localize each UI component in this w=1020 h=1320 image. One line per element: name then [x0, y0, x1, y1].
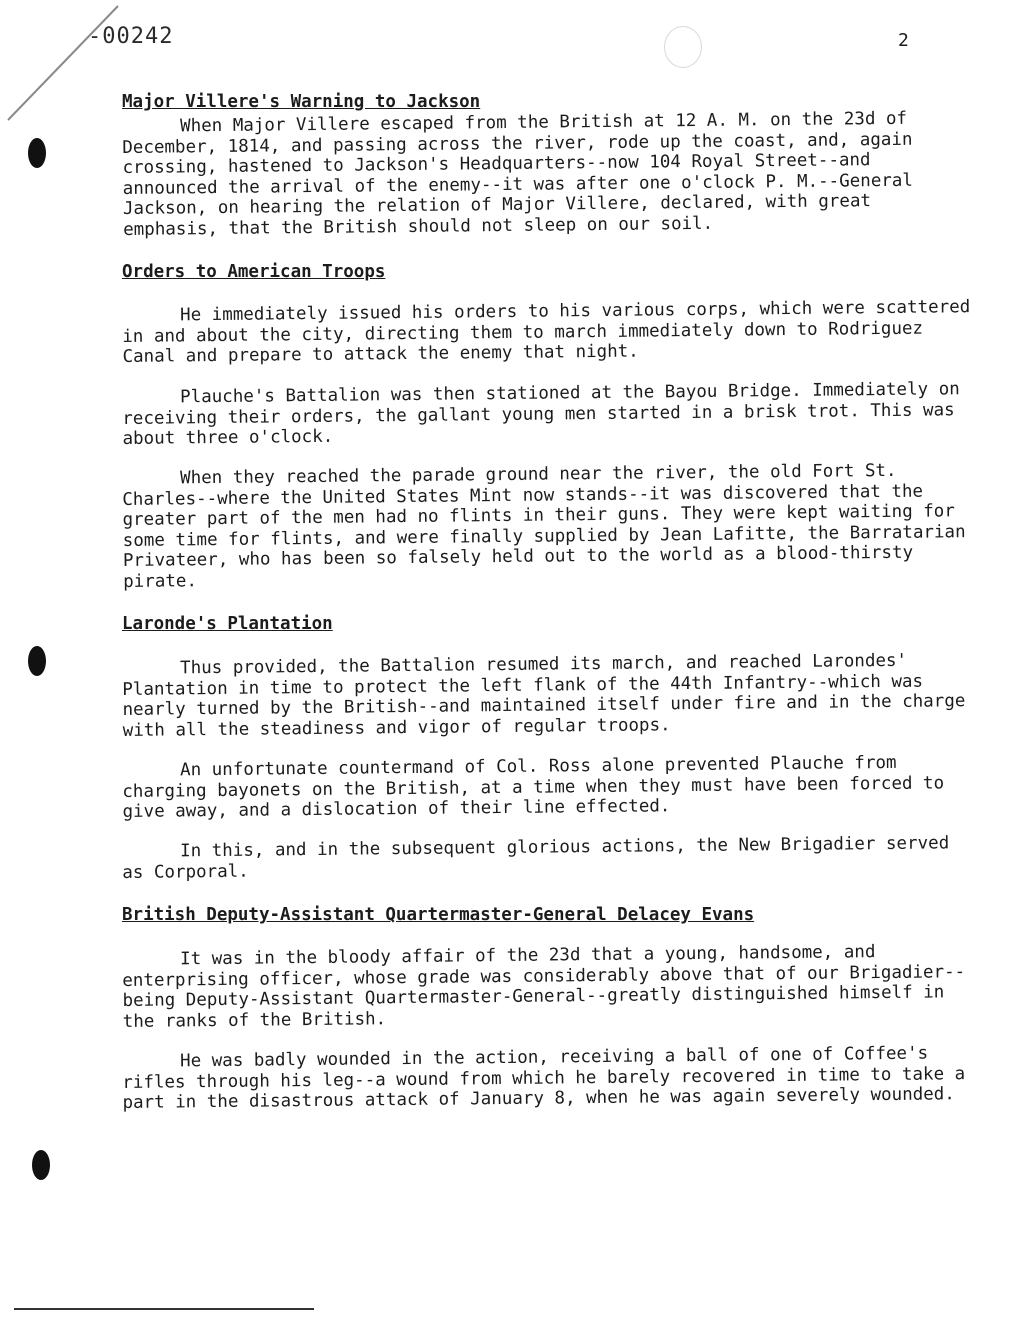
punch-hole	[28, 138, 46, 168]
paper-corner-mark	[0, 0, 130, 130]
paragraph: It was in the bloody affair of the 23d that a young, handsome, and enterprising officer, whose grade was considerably above that of our Brigadier--being Deputy-Assistant Quartermaster-General--greatly distinguished himself in the ranks of the British.	[122, 941, 966, 1031]
document-id: -00242	[88, 24, 174, 49]
punch-hole	[32, 1150, 50, 1180]
paragraph: Thus provided, the Battalion resumed its march, and reached Larondes' Plantation in time to protect the left flank of the 44th Infantry--which was nearly turned by the British--and maintained itself under fire and in the charge with all the steadiness and vigor of regular troops.	[122, 650, 966, 740]
section-heading: Orders to American Troops	[122, 261, 386, 282]
section-laronde-plantation	[122, 614, 972, 883]
paper-smudge	[664, 26, 702, 68]
paragraph: When they reached the parade ground near the river, the old Fort St. Charles--where the United States Mint now stands--it was discovered that the greater part of the men had no flints in their guns. They were kept waiting for some time for flints, and were finally supplied by Jean Lafitte, the Barratarian Privateer, who has been so falsely held out to the world as a blood-thirsty pirate.	[122, 460, 966, 592]
paragraph: Plauche's Battalion was then stationed at the Bayou Bridge. Immediately on receiving their orders, the gallant young men started in a brisk trot. This was about three o'clock.	[122, 378, 960, 449]
punch-hole	[28, 646, 46, 676]
section-villere-warning	[122, 92, 972, 240]
paragraph: In this, and in the subsequent glorious actions, the New Brigadier served as Corporal.	[122, 833, 950, 883]
page-number: 2	[898, 30, 909, 51]
section-heading: British Deputy-Assistant Quartermaster-General Delacey Evans	[122, 905, 755, 925]
section-heading: Laronde's Plantation	[122, 614, 333, 634]
section-heading: Major Villere's Warning to Jackson	[122, 92, 481, 112]
paragraph: An unfortunate countermand of Col. Ross alone prevented Plauche from charging bayonets on the British, at a time when they must have been forced to give away, and a dislocation of their line effected.	[122, 752, 945, 822]
paragraph: When Major Villere escaped from the British at 12 A. M. on the 23d of December, 1814, and passing across the river, rode up the coast, and, again crossing, hastened to Jackson's Headquarters--now 104 Royal Street--and announced the arrival of the enemy--it was after one o'clock P. M.--General Jackson, on hearing the relation of Major Villere, declared, with great emphasis, that the British should not sleep on our soil.	[122, 108, 914, 239]
paragraph: He immediately issued his orders to his various corps, which were scattered in and about the city, directing them to march immediately down to Rodriguez Canal and prepare to attack the enemy that night.	[122, 297, 971, 367]
document-body	[122, 92, 972, 1113]
section-orders-american-troops	[122, 262, 972, 593]
bottom-edge-mark	[14, 1308, 314, 1310]
paragraph: He was badly wounded in the action, receiving a ball of one of Coffee's rifles through his leg--a wound from which he barely recovered in time to take a part in the disastrous attack of January 8, when he was again severely wounded.	[122, 1043, 966, 1113]
section-british-deputy-evans	[122, 905, 972, 1113]
